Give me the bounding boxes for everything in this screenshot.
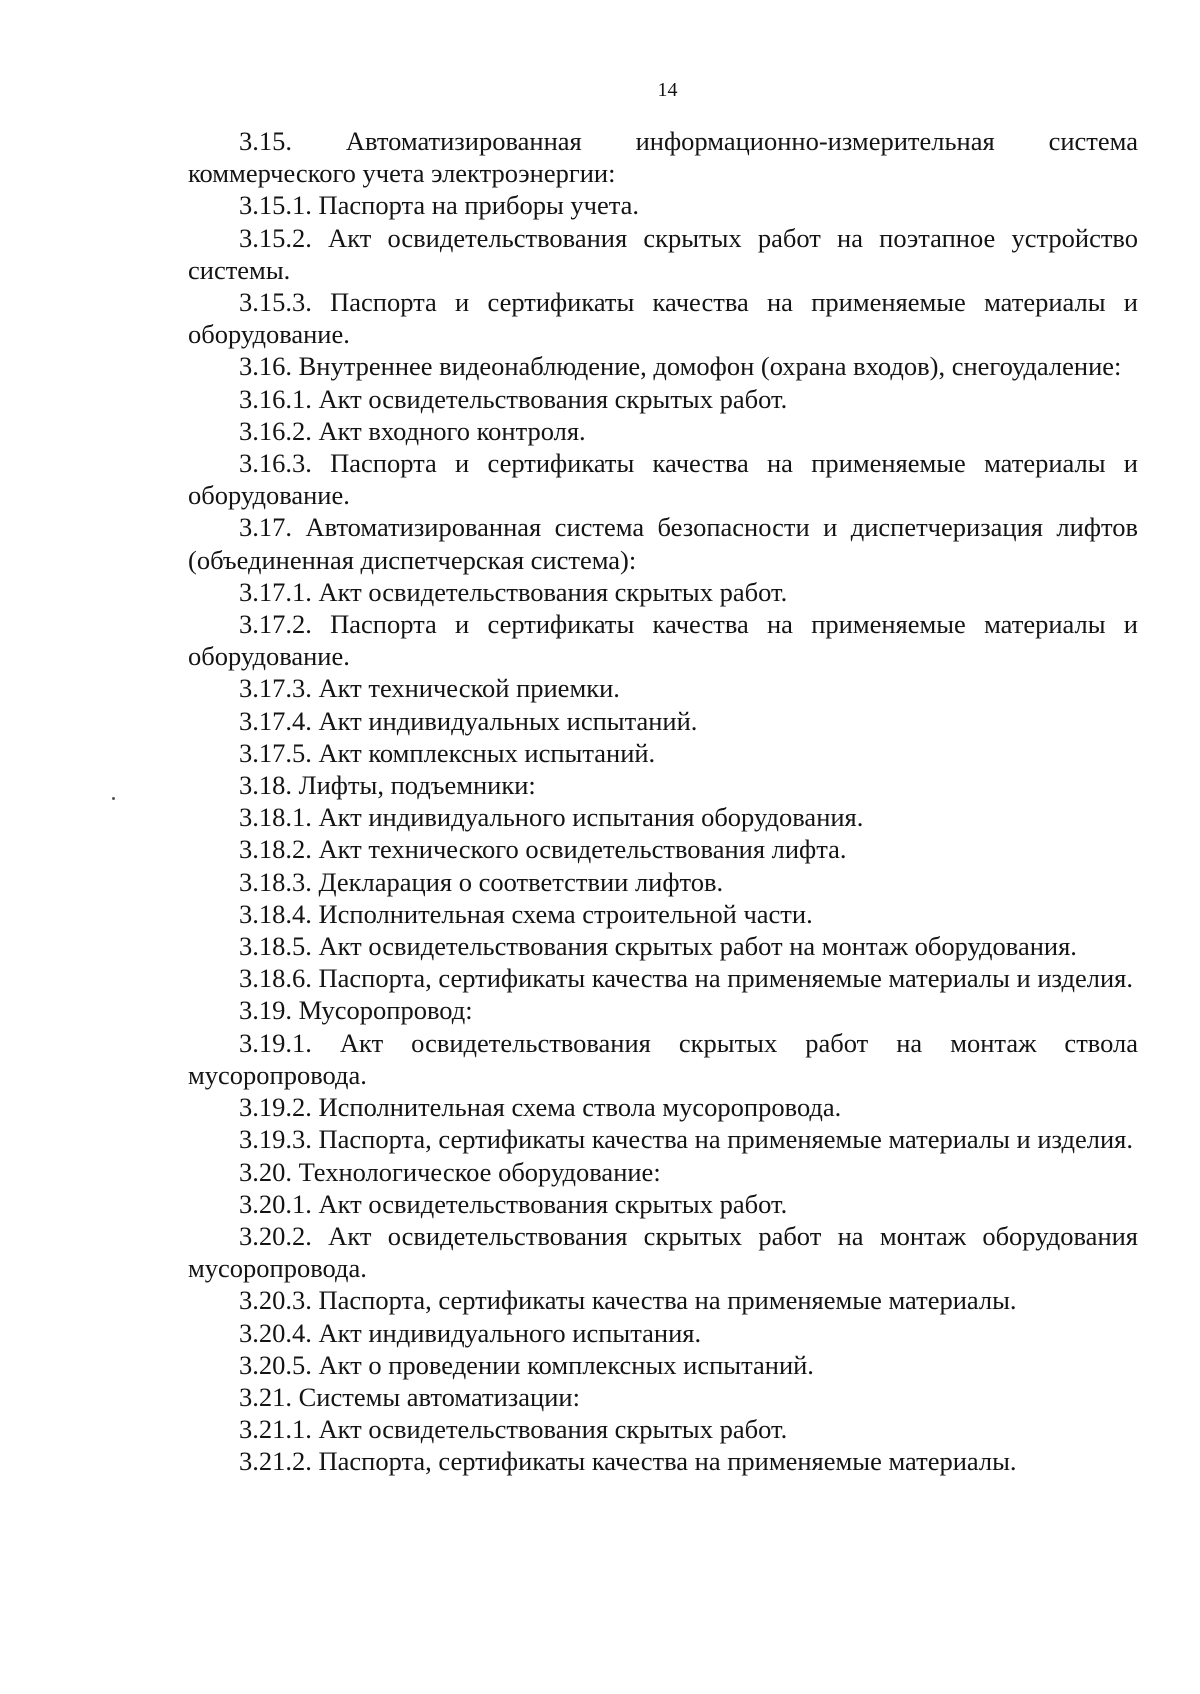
- paragraph-3-20-3: 3.20.3. Паспорта, сертификаты качества на применяемые материалы.: [239, 1285, 1017, 1316]
- paragraph-3-16: 3.16. Внутреннее видеонаблюдение, домофон (охрана входов), снегоудаление:: [239, 351, 1122, 382]
- paragraph-3-18-5: 3.18.5. Акт освидетельствования скрытых работ на монтаж оборудования.: [239, 931, 1077, 962]
- paragraph-3-21: 3.21. Системы автоматизации:: [239, 1381, 580, 1412]
- paragraph-3-21-1: 3.21.1. Акт освидетельствования скрытых работ.: [239, 1414, 788, 1445]
- paragraph-3-15-2: 3.15.2. Акт освидетельствования скрытых работ на поэтапное устройство системы.: [188, 222, 1138, 285]
- paragraph-3-18: 3.18. Лифты, подъемники:: [239, 770, 536, 801]
- paragraph-3-19-1: 3.19.1. Акт освидетельствования скрытых работ на монтаж ствола мусоропровода.: [188, 1027, 1138, 1090]
- paragraph-3-21-2: 3.21.2. Паспорта, сертификаты качества на применяемые материалы.: [239, 1446, 1017, 1477]
- paragraph-3-17-1: 3.17.1. Акт освидетельствования скрытых работ.: [239, 576, 788, 607]
- paragraph-3-19: 3.19. Мусоропровод:: [239, 995, 473, 1026]
- paragraph-3-17: 3.17. Автоматизированная система безопасности и диспетчеризация лифтов (объединенная диспетчерская система):: [188, 512, 1138, 575]
- page-number: 14: [657, 79, 678, 101]
- paragraph-3-17-5: 3.17.5. Акт комплексных испытаний.: [239, 737, 656, 768]
- paragraph-3-17-3: 3.17.3. Акт технической приемки.: [239, 673, 620, 704]
- paragraph-3-20-2: 3.20.2. Акт освидетельствования скрытых работ на монтаж оборудования мусоропровода.: [188, 1220, 1138, 1284]
- paragraph-3-17-2: 3.17.2. Паспорта и сертификаты качества на применяемые материалы и оборудование.: [188, 609, 1138, 672]
- paragraph-3-18-4: 3.18.4. Исполнительная схема строительной части.: [239, 898, 813, 929]
- document-body: [188, 125, 1138, 1478]
- paragraph-3-17-4: 3.17.4. Акт индивидуальных испытаний.: [239, 705, 698, 736]
- paragraph-3-16-2: 3.16.2. Акт входного контроля.: [239, 415, 586, 446]
- paragraph-3-20: 3.20. Технологическое оборудование:: [239, 1156, 661, 1187]
- paragraph-3-15: 3.15. Автоматизированная информационно-измерительная система коммерческого учета электроэнергии:: [188, 126, 1138, 189]
- paragraph-3-16-3: 3.16.3. Паспорта и сертификаты качества на применяемые материалы и оборудование.: [188, 448, 1138, 511]
- paragraph-3-20-5: 3.20.5. Акт о проведении комплексных испытаний.: [239, 1349, 814, 1380]
- paragraph-3-18-2: 3.18.2. Акт технического освидетельствования лифта.: [239, 834, 847, 865]
- paragraph-3-16-1: 3.16.1. Акт освидетельствования скрытых работ.: [239, 383, 788, 414]
- paragraph-3-18-6: 3.18.6. Паспорта, сертификаты качества на применяемые материалы и изделия.: [239, 963, 1133, 994]
- paragraph-3-15-1: 3.15.1. Паспорта на приборы учета.: [239, 190, 640, 221]
- paragraph-3-15-3: 3.15.3. Паспорта и сертификаты качества на применяемые материалы и оборудование.: [188, 287, 1138, 350]
- paragraph-3-20-1: 3.20.1. Акт освидетельствования скрытых работ.: [239, 1188, 788, 1219]
- scan-speck: [112, 797, 115, 800]
- paragraph-3-19-3: 3.19.3. Паспорта, сертификаты качества на применяемые материалы и изделия.: [239, 1124, 1133, 1155]
- paragraph-3-18-1: 3.18.1. Акт индивидуального испытания оборудования.: [239, 802, 864, 833]
- paragraph-3-18-3: 3.18.3. Декларация о соответствии лифтов.: [239, 866, 724, 897]
- paragraph-3-19-2: 3.19.2. Исполнительная схема ствола мусоропровода.: [239, 1092, 842, 1123]
- paragraph-3-20-4: 3.20.4. Акт индивидуального испытания.: [239, 1317, 702, 1348]
